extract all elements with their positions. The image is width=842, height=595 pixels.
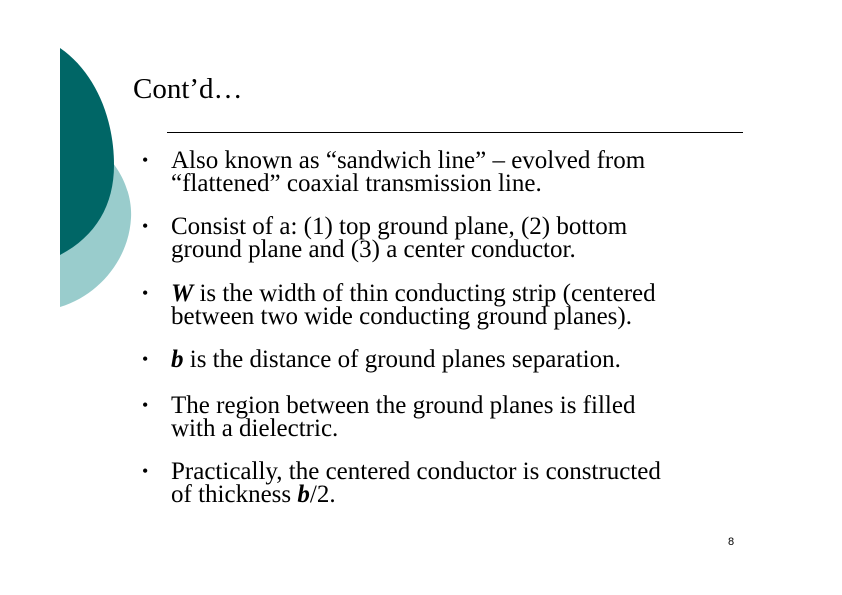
- bullet-text-part: is the distance of ground planes separation.: [183, 346, 621, 373]
- bullet-text: [171, 149, 812, 195]
- bullet-item: [142, 149, 812, 195]
- title-underline: [167, 132, 743, 133]
- variable-w: W: [171, 280, 194, 307]
- bullet-text: [171, 282, 812, 328]
- bullet-item: [142, 348, 812, 371]
- bullet-marker: •: [142, 395, 149, 415]
- bullet-text: [171, 460, 812, 506]
- page-number: 8: [728, 536, 735, 548]
- bullet-marker: •: [142, 461, 149, 481]
- bullet-item: [142, 215, 812, 261]
- bullet-item: [142, 282, 812, 328]
- bullet-text-part: is the width of thin conducting strip (centered between two wide conducting ground planes).: [171, 280, 656, 330]
- slide-title: Cont’d…: [133, 73, 243, 105]
- bullet-text-part: Practically, the centered conductor is constructed of thickness: [171, 458, 661, 508]
- bullet-text-part: Consist of a: (1) top ground plane, (2) bottom ground plane and (3) a center conductor.: [171, 213, 628, 263]
- bullet-text: [171, 394, 812, 440]
- variable-b: b: [297, 481, 310, 508]
- variable-b: b: [171, 346, 184, 373]
- bullet-item: [142, 394, 812, 440]
- bullet-marker: •: [142, 283, 149, 303]
- bullet-marker: •: [142, 216, 149, 236]
- bullet-item: [142, 460, 812, 506]
- bullet-text-part: Also known as “sandwich line” – evolved from “flattened” coaxial transmission line.: [171, 147, 646, 197]
- bullet-text: [171, 215, 812, 261]
- bullet-text-part: The region between the ground planes is filled with a dielectric.: [171, 392, 636, 442]
- bullet-marker: •: [142, 349, 149, 369]
- bullet-text-part: /2.: [309, 481, 336, 508]
- bullet-text: [171, 348, 812, 371]
- bullet-marker: •: [142, 150, 149, 170]
